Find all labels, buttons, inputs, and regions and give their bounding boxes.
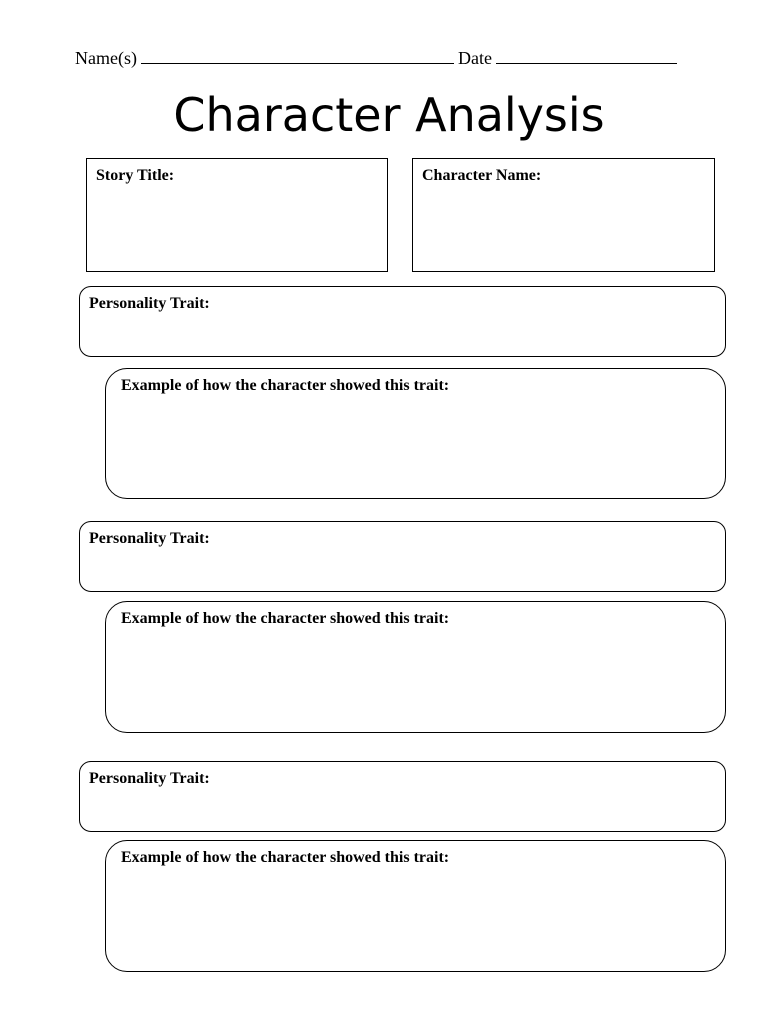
personality-trait-box-1[interactable] (79, 286, 726, 357)
story-title-box[interactable] (86, 158, 388, 272)
trait-example-box-1[interactable] (105, 368, 726, 499)
trait-example-box-2[interactable] (105, 601, 726, 733)
date-label: Date (457, 48, 492, 68)
personality-trait-label: Personality Trait: (89, 295, 210, 312)
names-blank-line[interactable] (141, 47, 454, 64)
header-line (75, 47, 677, 69)
personality-trait-box-2[interactable] (79, 521, 726, 592)
character-name-label: Character Name: (422, 167, 542, 184)
names-label: Name(s) (75, 48, 137, 68)
personality-trait-box-3[interactable] (79, 761, 726, 832)
personality-trait-label: Personality Trait: (89, 770, 210, 787)
story-title-label: Story Title: (96, 167, 175, 184)
page-title: Character Analysis (173, 88, 605, 142)
trait-example-label: Example of how the character showed this trait: (121, 849, 450, 866)
trait-example-label: Example of how the character showed this trait: (121, 610, 450, 627)
trait-example-box-3[interactable] (105, 840, 726, 972)
date-blank-line[interactable] (496, 47, 677, 64)
character-name-box[interactable] (412, 158, 715, 272)
trait-example-label: Example of how the character showed this trait: (121, 377, 450, 394)
personality-trait-label: Personality Trait: (89, 530, 210, 547)
